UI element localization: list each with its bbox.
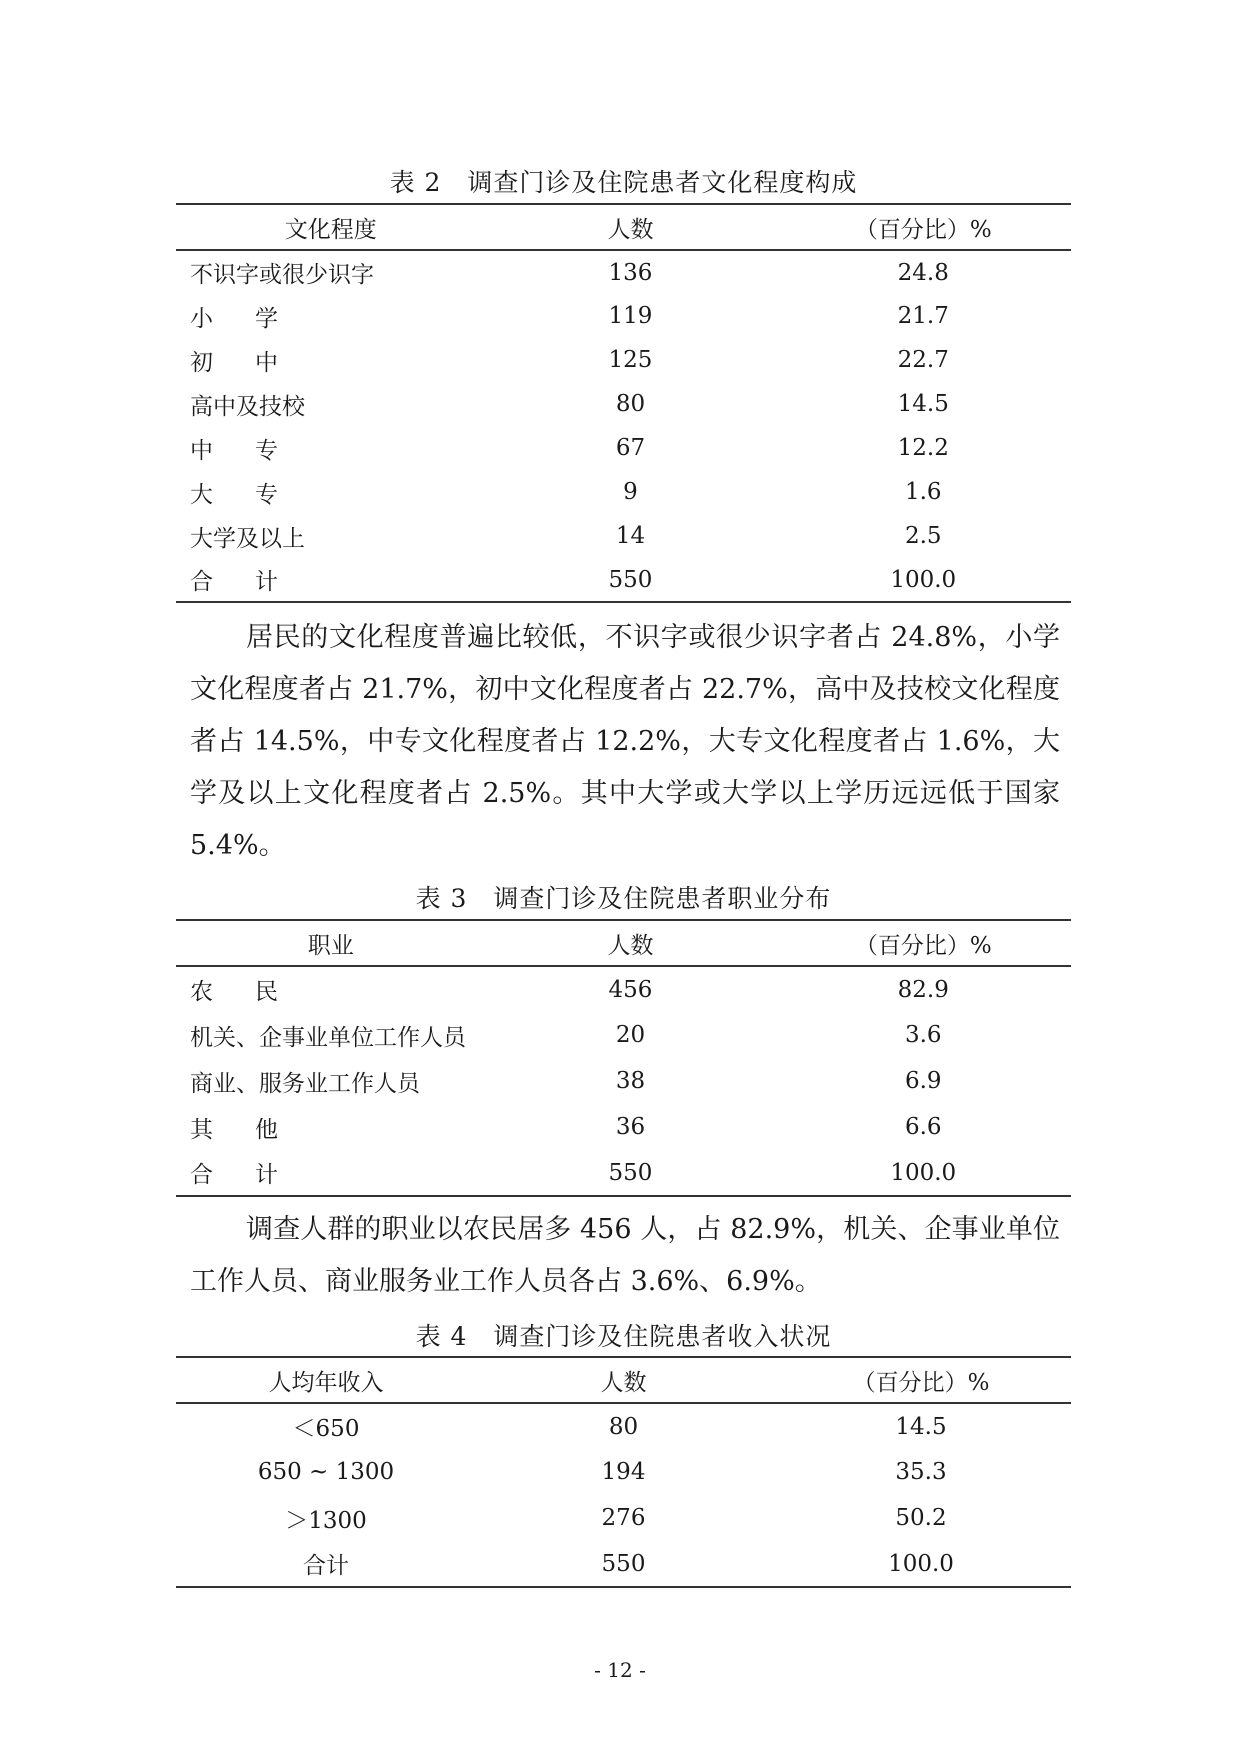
table2-cell-percent: 2.5 xyxy=(904,523,942,549)
table-row xyxy=(176,1104,1071,1150)
table-row xyxy=(176,966,1071,1012)
table-row xyxy=(176,470,1071,514)
table3-cell-occupation: 机关、企事业单位工作人员 xyxy=(190,1024,466,1051)
table2-cell-count: 125 xyxy=(608,347,653,373)
paragraph-occupation: 调查人群的职业以农民居多 456 人，占 82.9%，机关、企事业单位工作人员、商业服务业工作人员各占 3.6%、6.9%。 xyxy=(190,1214,1060,1297)
table-row xyxy=(176,250,1071,294)
table4-header-income: 人均年收入 xyxy=(268,1369,384,1396)
table2-cell-percent: 24.8 xyxy=(897,259,949,286)
table2-cell-count: 14 xyxy=(615,523,646,549)
table4-cell-percent: 35.3 xyxy=(895,1459,947,1485)
table3-cell-percent: 3.6 xyxy=(904,1022,942,1048)
table3-header-count: 人数 xyxy=(607,932,654,959)
table3-cell-count: 20 xyxy=(615,1022,646,1048)
table4-cell-count: 194 xyxy=(601,1459,646,1485)
table3-header-occupation: 职业 xyxy=(307,932,354,959)
table3-cell-occupation: 农民 xyxy=(190,979,320,1005)
table-row xyxy=(176,1150,1071,1196)
table2-cell-level: 小学 xyxy=(190,305,320,332)
table4-cell-income: ＞1300 xyxy=(285,1507,367,1534)
table3-cell-count: 456 xyxy=(608,976,653,1003)
table4 xyxy=(176,1356,1071,1588)
table3-caption: 表 3 调查门诊及住院患者职业分布 xyxy=(415,884,832,913)
table2-cell-level: 不识字或很少识字 xyxy=(190,262,374,288)
table3-header-row xyxy=(176,920,1071,966)
table4-cell-count: 550 xyxy=(601,1550,646,1577)
table4-header-percent: （百分比）% xyxy=(852,1369,990,1396)
table3-cell-count: 550 xyxy=(608,1159,653,1186)
table4-cell-count: 276 xyxy=(601,1505,646,1531)
table-row xyxy=(176,1403,1071,1449)
table2-cell-level: 初中 xyxy=(190,349,320,376)
table-row xyxy=(176,382,1071,426)
table3-cell-percent: 100.0 xyxy=(890,1159,957,1186)
table2-cell-percent: 14.5 xyxy=(897,391,949,417)
table-row xyxy=(176,338,1071,382)
table2-cell-percent: 1.6 xyxy=(904,479,942,505)
table-row xyxy=(176,1495,1071,1541)
table2-cell-count: 67 xyxy=(615,435,646,461)
table4-caption: 表 4 调查门诊及住院患者收入状况 xyxy=(415,1322,832,1351)
table-row xyxy=(176,1012,1071,1058)
table2-cell-percent: 22.7 xyxy=(897,347,949,373)
table2-cell-percent: 100.0 xyxy=(890,566,957,593)
table2-cell-count: 119 xyxy=(608,303,653,329)
table3-cell-count: 38 xyxy=(615,1068,646,1094)
table2-header-count: 人数 xyxy=(607,216,654,243)
table4-cell-count: 80 xyxy=(608,1413,639,1440)
table3-cell-percent: 6.6 xyxy=(904,1114,942,1140)
table2-cell-count: 136 xyxy=(608,259,653,286)
paragraph-education: 居民的文化程度普遍比较低，不识字或很少识字者占 24.8%，小学文化程度者占 21.7%，初中文化程度者占 22.7%，高中及技校文化程度者占 14.5%，中专文化程度者占 12.2%，大专文化程度者占 1.6%，大学及以上文化程度者占 2.5%。其中大学或大学以上学历远远低于国家 5.4%。 xyxy=(190,622,1060,861)
table4-header-row xyxy=(176,1357,1071,1403)
table4-cell-income: 合计 xyxy=(303,1553,349,1579)
table-row xyxy=(176,558,1071,602)
table2-header-percent: （百分比）% xyxy=(854,216,992,243)
table-row xyxy=(176,514,1071,558)
table2-cell-count: 550 xyxy=(608,566,653,593)
table-row xyxy=(176,294,1071,338)
table2-cell-level: 大专 xyxy=(190,481,320,508)
table4-cell-income: ＜650 xyxy=(292,1416,360,1442)
table4-cell-income: 650 ~ 1300 xyxy=(257,1459,395,1485)
page-number: - 12 - xyxy=(594,1658,646,1682)
table3-cell-occupation: 合计 xyxy=(190,1162,320,1188)
table2-cell-percent: 12.2 xyxy=(897,435,949,461)
table-row xyxy=(176,1541,1071,1587)
table2-cell-count: 9 xyxy=(623,479,638,505)
table4-header-count: 人数 xyxy=(600,1369,647,1396)
table2-caption: 表 2 调查门诊及住院患者文化程度构成 xyxy=(389,168,858,197)
table3-cell-percent: 82.9 xyxy=(897,976,949,1003)
table4-cell-percent: 14.5 xyxy=(895,1413,947,1440)
table3 xyxy=(176,919,1071,1197)
table2-cell-percent: 21.7 xyxy=(897,303,949,329)
table4-cell-percent: 100.0 xyxy=(888,1550,954,1577)
table-row xyxy=(176,1449,1071,1495)
table2 xyxy=(176,203,1071,603)
table2-cell-count: 80 xyxy=(615,391,646,417)
table-row xyxy=(176,426,1071,470)
table2-cell-level: 大学及以上 xyxy=(190,525,305,552)
table2-header-row xyxy=(176,204,1071,250)
table2-cell-level: 高中及技校 xyxy=(190,393,305,420)
table2-cell-level: 合计 xyxy=(190,569,320,595)
table3-cell-percent: 6.9 xyxy=(904,1068,942,1094)
table3-cell-count: 36 xyxy=(615,1114,646,1140)
table4-cell-percent: 50.2 xyxy=(895,1505,947,1531)
table3-header-percent: （百分比）% xyxy=(854,932,992,959)
table2-cell-level: 中专 xyxy=(190,437,320,464)
table3-cell-occupation: 其他 xyxy=(190,1116,320,1143)
table2-header-level: 文化程度 xyxy=(284,216,377,243)
table-row xyxy=(176,1058,1071,1104)
table3-cell-occupation: 商业、服务业工作人员 xyxy=(190,1070,420,1097)
